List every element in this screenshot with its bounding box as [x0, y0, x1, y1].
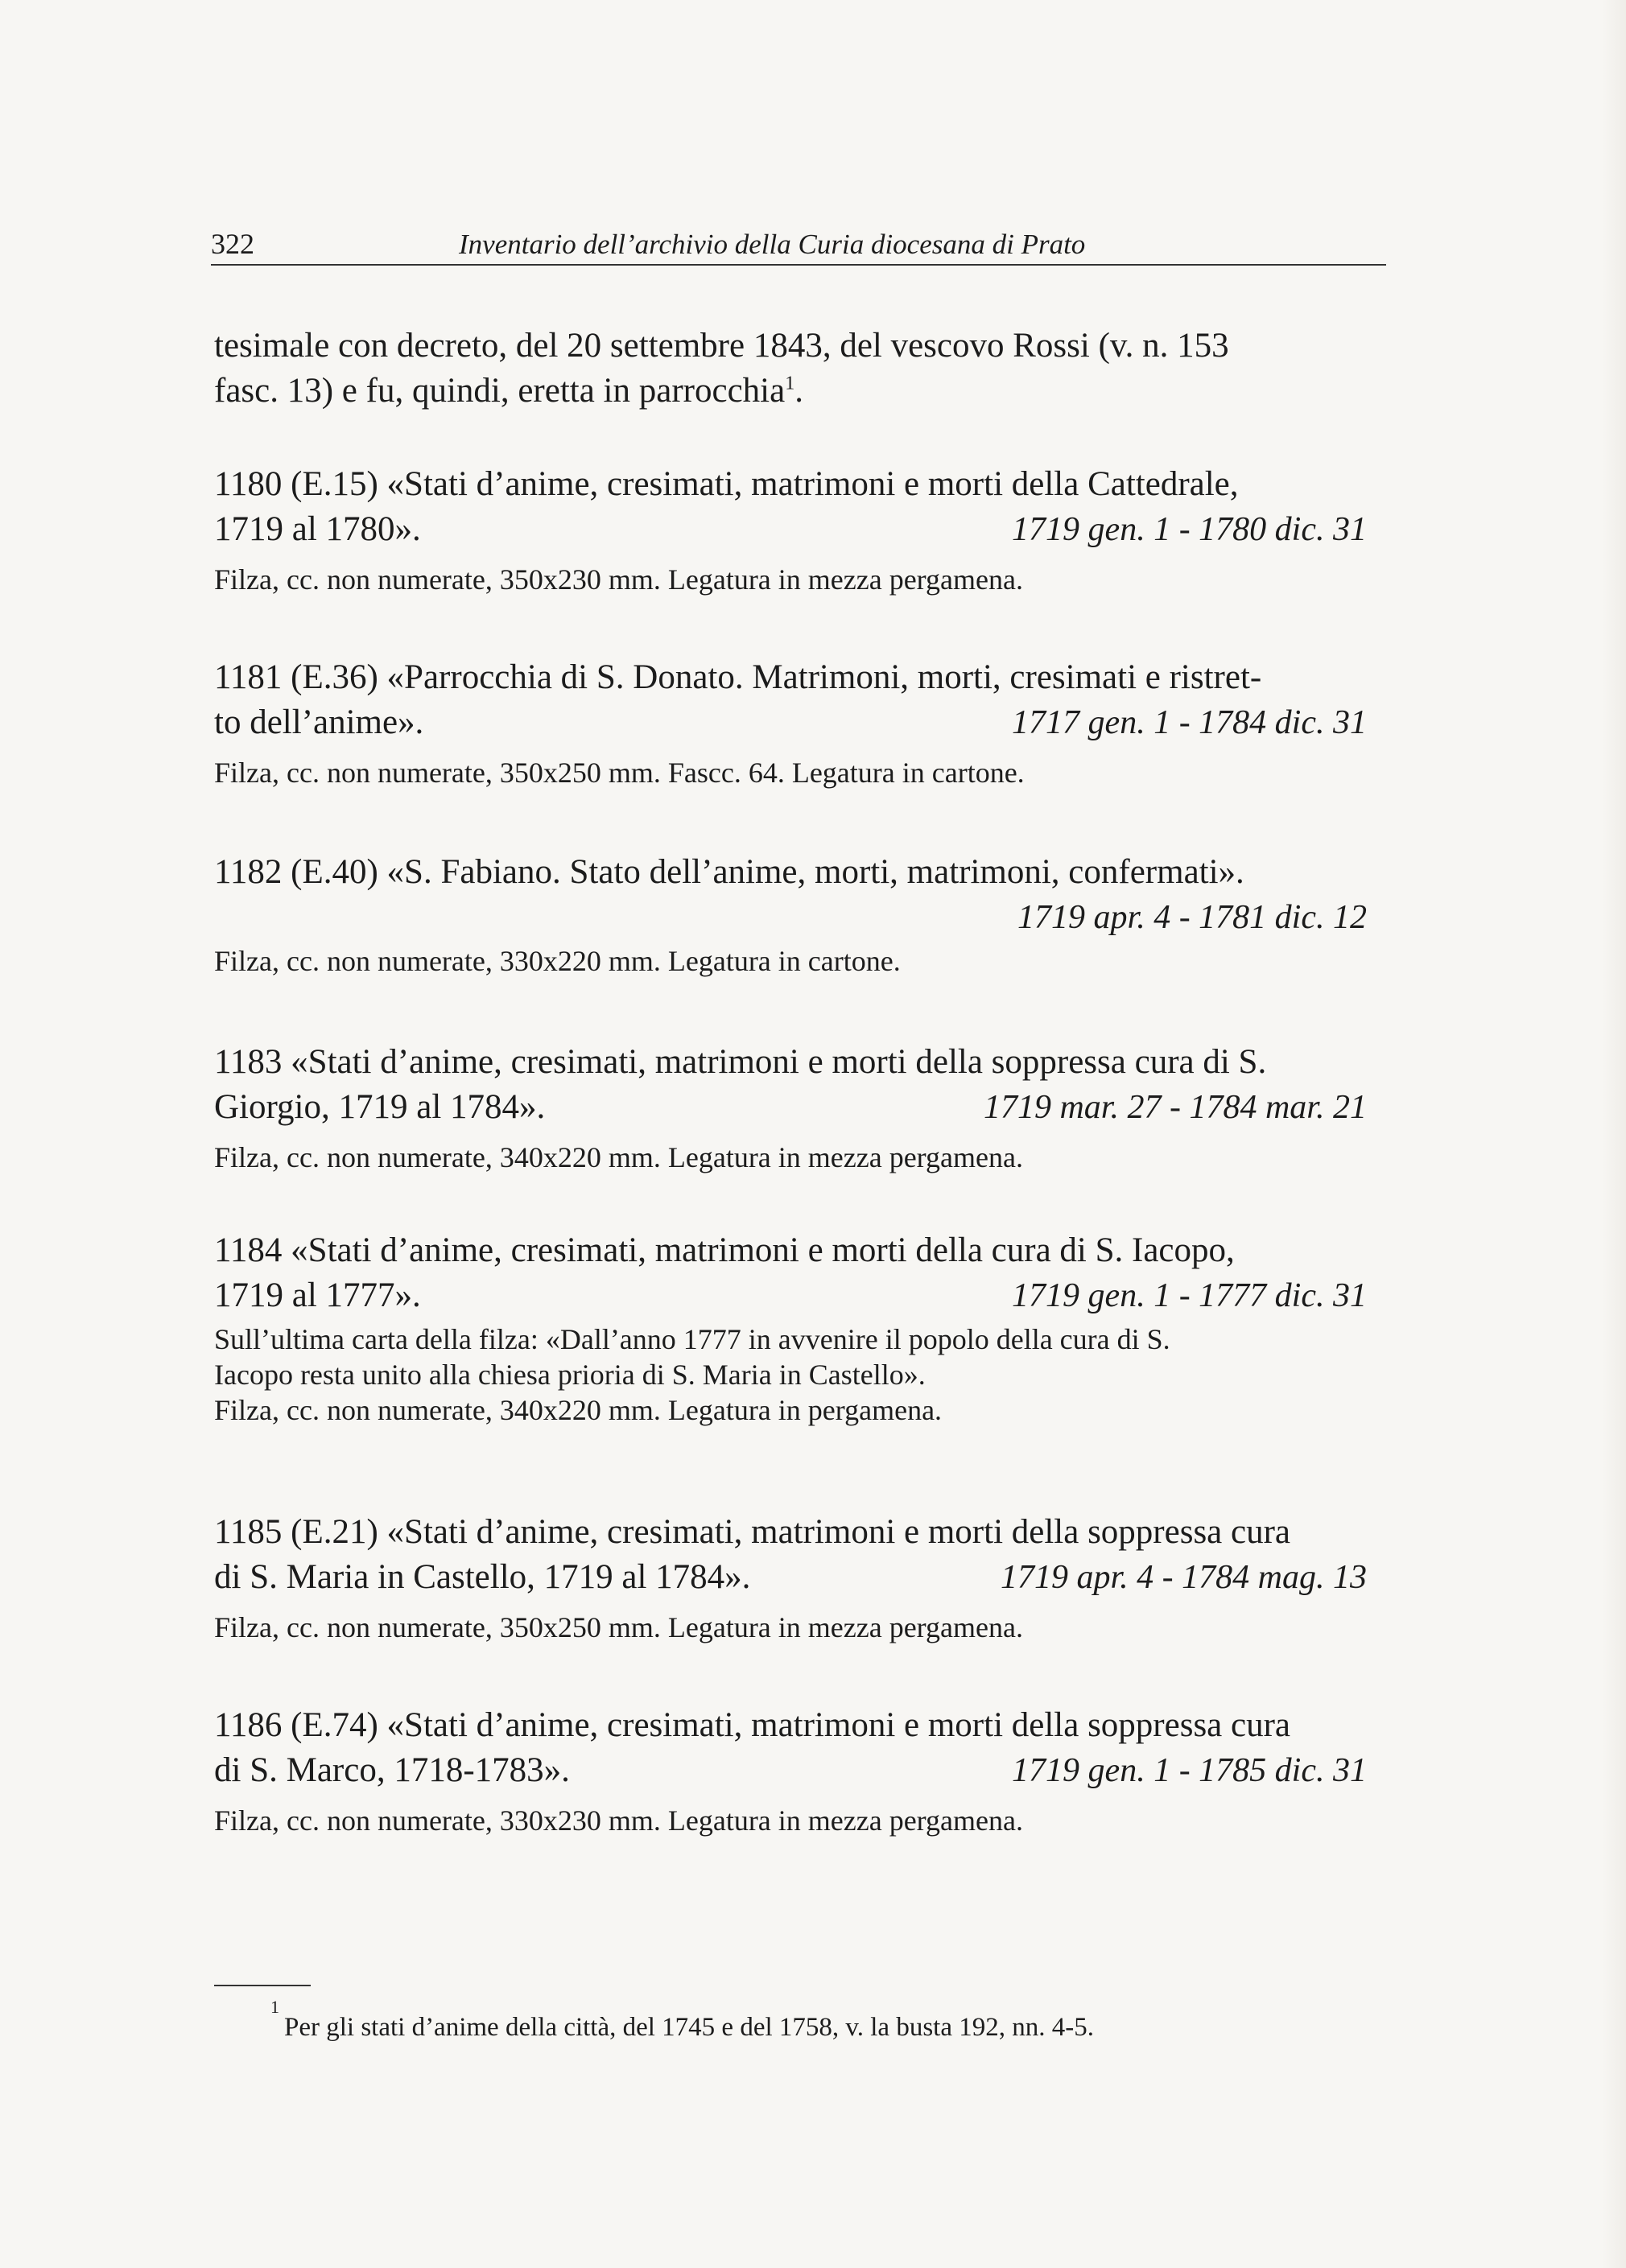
- entry-description: Filza, cc. non numerate, 330x220 mm. Legatura in cartone.: [214, 945, 901, 977]
- entry-note-line: Iacopo resta unito alla chiesa prioria di S. Maria in Castello».: [214, 1359, 926, 1391]
- entry-description: Filza, cc. non numerate, 340x220 mm. Legatura in mezza pergamena.: [214, 1141, 1023, 1173]
- entry-description: Filza, cc. non numerate, 350x250 mm. Fascc. 64. Legatura in cartone.: [214, 757, 1025, 789]
- entry-note-line: Sull’ultima carta della filza: «Dall’anno 1777 in avvenire il popolo della cura di S.: [214, 1323, 1170, 1355]
- intro-line: fasc. 13) e fu, quindi, eretta in parrocchia$^1$.: [214, 372, 803, 410]
- footnote-text: Per gli stati d’anime della città, del 1745 e del 1758, v. la busta 192, nn. 4-5.: [284, 2013, 1094, 2042]
- entry-date-range: 1719 gen. 1 - 1780 dic. 31: [1012, 511, 1367, 548]
- intro-line: tesimale con decreto, del 20 settembre 1843, del vescovo Rossi (v. n. 153: [214, 327, 1229, 365]
- entry-description: Filza, cc. non numerate, 350x230 mm. Legatura in mezza pergamena.: [214, 563, 1023, 596]
- scan-edge: [1602, 0, 1626, 2268]
- entry-description: Filza, cc. non numerate, 330x230 mm. Legatura in mezza pergamena.: [214, 1804, 1023, 1837]
- footnote-number: 1: [270, 1997, 279, 2017]
- footnote-divider: [214, 1985, 311, 1986]
- entry-title-last-line: [214, 895, 1380, 940]
- inventory-entry: [214, 655, 1380, 790]
- entry-date-range: 1717 gen. 1 - 1784 dic. 31: [1012, 704, 1367, 741]
- entry-title-last-line: di S. Marco, 1718-1783». 1719 gen. 1 - 1785 dic. 31: [214, 1748, 1380, 1793]
- footnote-reference: 1: [785, 373, 795, 394]
- page-header: [211, 224, 1386, 266]
- entry-title-last-line: 1719 al 1780». 1719 gen. 1 - 1780 dic. 31: [214, 507, 1380, 552]
- entry-date-range: 1719 apr. 4 - 1784 mag. 13: [1000, 1559, 1367, 1596]
- entry-date-range: 1719 gen. 1 - 1785 dic. 31: [1012, 1752, 1367, 1789]
- entry-title-line: 1186 (E.74) «Stati d’anime, cresimati, matrimoni e morti della soppressa cura: [214, 1706, 1291, 1744]
- inventory-entry: [214, 1703, 1380, 1838]
- inventory-entry: [214, 1040, 1380, 1175]
- entry-description: Filza, cc. non numerate, 350x250 mm. Legatura in mezza pergamena.: [214, 1611, 1023, 1643]
- entry-date-range: 1719 mar. 27 - 1784 mar. 21: [983, 1089, 1367, 1126]
- entry-title-last-line: 1719 al 1777». 1719 gen. 1 - 1777 dic. 31: [214, 1273, 1380, 1318]
- inventory-entry: [214, 850, 1380, 979]
- entry-title-last-line: Giorgio, 1719 al 1784». 1719 mar. 27 - 1784 mar. 21: [214, 1085, 1380, 1130]
- entry-title-line: 1182 (E.40) «S. Fabiano. Stato dell’anime, morti, matrimoni, confermati».: [214, 853, 1244, 891]
- entry-title-line: 1181 (E.36) «Parrocchia di S. Donato. Matrimoni, morti, cresimati e ristret-: [214, 658, 1262, 696]
- page-number: 322: [211, 228, 254, 260]
- entry-title-line: 1183 «Stati d’anime, cresimati, matrimoni e morti della soppressa cura di S.: [214, 1043, 1267, 1081]
- running-title: Inventario dell’archivio della Curia diocesana di Prato: [459, 229, 1086, 260]
- inventory-entry: [214, 462, 1380, 597]
- entry-date-range: 1719 apr. 4 - 1781 dic. 12: [1017, 899, 1367, 936]
- inventory-entry: [214, 1510, 1380, 1645]
- entry-title-line: 1185 (E.21) «Stati d’anime, cresimati, matrimoni e morti della soppressa cura: [214, 1513, 1291, 1551]
- intro-paragraph: [214, 324, 1380, 414]
- entry-title-line: 1184 «Stati d’anime, cresimati, matrimoni e morti della cura di S. Iacopo,: [214, 1231, 1235, 1269]
- entry-title-last-line: to dell’anime». 1717 gen. 1 - 1784 dic. 31: [214, 700, 1380, 745]
- footnote: [270, 1997, 1094, 2044]
- entry-title-line: 1180 (E.15) «Stati d’anime, cresimati, matrimoni e morti della Cattedrale,: [214, 465, 1239, 503]
- inventory-entry: [214, 1228, 1380, 1428]
- entry-date-range: 1719 gen. 1 - 1777 dic. 31: [1012, 1277, 1367, 1314]
- entry-description: Filza, cc. non numerate, 340x220 mm. Legatura in pergamena.: [214, 1394, 943, 1426]
- entry-title-last-line: di S. Maria in Castello, 1719 al 1784». 1719 apr. 4 - 1784 mag. 13: [214, 1555, 1380, 1600]
